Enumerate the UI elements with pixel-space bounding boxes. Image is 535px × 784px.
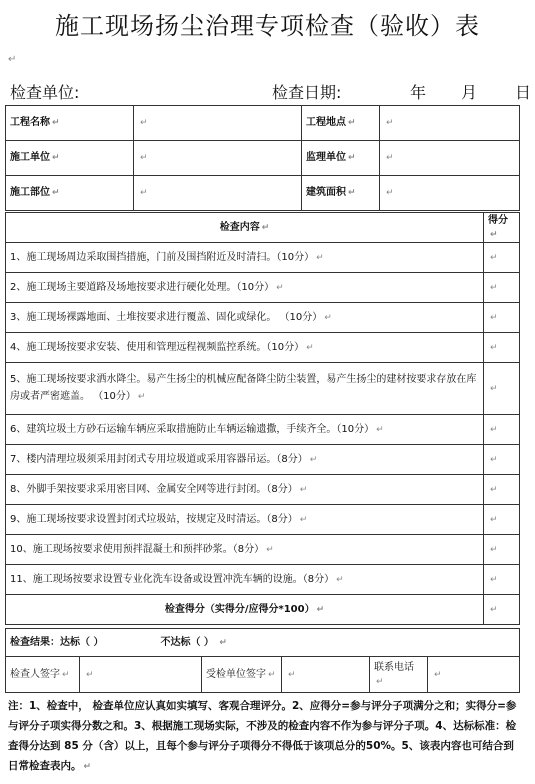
inspector-signature-field[interactable]: ↵	[80, 657, 202, 693]
checklist-item: 2、施工现场主要道路及场地按要求进行硬化处理。（10分） ↵	[6, 273, 484, 303]
score-cell[interactable]: ↵	[484, 303, 520, 333]
total-score-field[interactable]: ↵	[484, 595, 520, 625]
project-name-field[interactable]: ↵	[134, 106, 302, 141]
checklist-row	[6, 475, 520, 505]
pass-checkbox[interactable]: 检查结果：达标（ ）	[10, 636, 104, 648]
project-name-label: 工程名称 ↵	[6, 106, 134, 141]
info-row	[6, 106, 520, 141]
construction-dept-field[interactable]: ↵	[134, 176, 302, 211]
signature-table	[5, 656, 520, 693]
project-location-label: 工程地点 ↵	[302, 106, 380, 141]
supervision-unit-label: 监理单位 ↵	[302, 141, 380, 176]
content-header: 检查内容 ↵	[6, 213, 484, 243]
score-cell[interactable]: ↵	[484, 273, 520, 303]
inspector-signature-label: 检查人签字 ↵	[6, 657, 80, 693]
total-score-label: 检查得分（实得分/应得分*100） ↵	[6, 595, 484, 625]
checklist-row	[6, 273, 520, 303]
inspection-date-label: 检查日期:	[272, 83, 342, 102]
fail-checkbox[interactable]: 不达标（ ）	[160, 636, 214, 648]
checklist-table	[5, 212, 520, 625]
notes: 注：1、检查中， 检查单位应认真如实填写、客观合理评分。2、应得分=参与评分子项满分之和；实得分=参与评分子项实得分数之和。3、根据施工现场实际，不涉及的检查内容不作为参与评分子项。4、达标标准：检查得分达到 85 分（含）以上，且每个参与评分子项得分不得低于该项总分的50%。5、该表内容也可结合到日常检查表内。 ↵	[8, 700, 517, 772]
checklist-item: 7、楼内清理垃圾须采用封闭式专用垃圾道或采用容器吊运。（8分） ↵	[6, 445, 484, 475]
checklist-row	[6, 303, 520, 333]
building-area-label: 建筑面积 ↵	[302, 176, 380, 211]
checklist-item: 9、施工现场按要求设置封闭式垃圾站，按规定及时清运。（8分） ↵	[6, 505, 484, 535]
project-location-field[interactable]: ↵	[380, 106, 520, 141]
paragraph-mark: ↵	[8, 54, 17, 65]
total-row	[6, 595, 520, 625]
checklist-header-row	[6, 213, 520, 243]
info-row	[6, 176, 520, 211]
building-area-field[interactable]: ↵	[380, 176, 520, 211]
result-cell: 检查结果：达标（ ） 不达标（ ） ↵	[6, 629, 520, 657]
project-info-table	[5, 105, 520, 211]
construction-unit-label: 施工单位 ↵	[6, 141, 134, 176]
result-table	[5, 628, 520, 657]
score-cell[interactable]: ↵	[484, 565, 520, 595]
checklist-item: 3、施工现场裸露地面、土堆按要求进行覆盖、固化或绿化。 （10分） ↵	[6, 303, 484, 333]
checklist-row	[6, 505, 520, 535]
info-row	[6, 141, 520, 176]
month-label: 月	[461, 83, 478, 102]
construction-unit-field[interactable]: ↵	[134, 141, 302, 176]
checklist-row	[6, 565, 520, 595]
checklist-row	[6, 333, 520, 363]
checklist-row	[6, 535, 520, 565]
checklist-item: 8、外脚手架按要求采用密目网、金属安全网等进行封闭。（8分） ↵	[6, 475, 484, 505]
checklist-item: 11、施工现场按要求设置专业化洗车设备或设置冲洗车辆的设施。（8分） ↵	[6, 565, 484, 595]
score-cell[interactable]: ↵	[484, 505, 520, 535]
score-cell[interactable]: ↵	[484, 475, 520, 505]
signature-row	[6, 657, 520, 693]
checklist-item: 1、施工现场周边采取围挡措施，门前及围挡附近及时清扫。（10分） ↵	[6, 243, 484, 273]
construction-dept-label: 施工部位 ↵	[6, 176, 134, 211]
checklist-row	[6, 243, 520, 273]
score-header: 得分↵	[484, 213, 520, 243]
checklist-row	[6, 363, 520, 415]
score-cell[interactable]: ↵	[484, 243, 520, 273]
inspection-unit-label: 检查单位:	[10, 83, 80, 102]
checklist-item: 6、建筑垃圾土方砂石运输车辆应采取措施防止车辆运输遗撒，手续齐全。（10分） ↵	[6, 415, 484, 445]
phone-field[interactable]: ↵	[428, 657, 520, 693]
form-title: 施工现场扬尘治理专项检查（验收）表	[55, 12, 480, 40]
day-label: 日	[515, 83, 532, 102]
score-cell[interactable]: ↵	[484, 333, 520, 363]
header-line	[10, 80, 535, 102]
score-cell[interactable]: ↵	[484, 535, 520, 565]
checklist-item: 4、施工现场按要求安装、使用和管理远程视频监控系统。（10分） ↵	[6, 333, 484, 363]
phone-label: 联系电话↵	[370, 657, 428, 693]
checklist-row	[6, 415, 520, 445]
inspected-unit-signature-field[interactable]: ↵	[282, 657, 370, 693]
supervision-unit-field[interactable]: ↵	[380, 141, 520, 176]
score-cell[interactable]: ↵	[484, 415, 520, 445]
checklist-item: 5、施工现场按要求洒水降尘。易产生扬尘的机械应配备降尘防尘装置，易产生扬尘的建材按要求存放在库房或者严密遮盖。 （10分） ↵	[6, 363, 484, 415]
year-label: 年	[410, 83, 427, 102]
checklist-row	[6, 445, 520, 475]
inspected-unit-signature-label: 受检单位签字 ↵	[202, 657, 282, 693]
checklist-item: 10、施工现场按要求使用预拌混凝土和预拌砂浆。（8分） ↵	[6, 535, 484, 565]
result-row	[6, 629, 520, 657]
score-cell[interactable]: ↵	[484, 445, 520, 475]
score-cell[interactable]: ↵	[484, 363, 520, 415]
